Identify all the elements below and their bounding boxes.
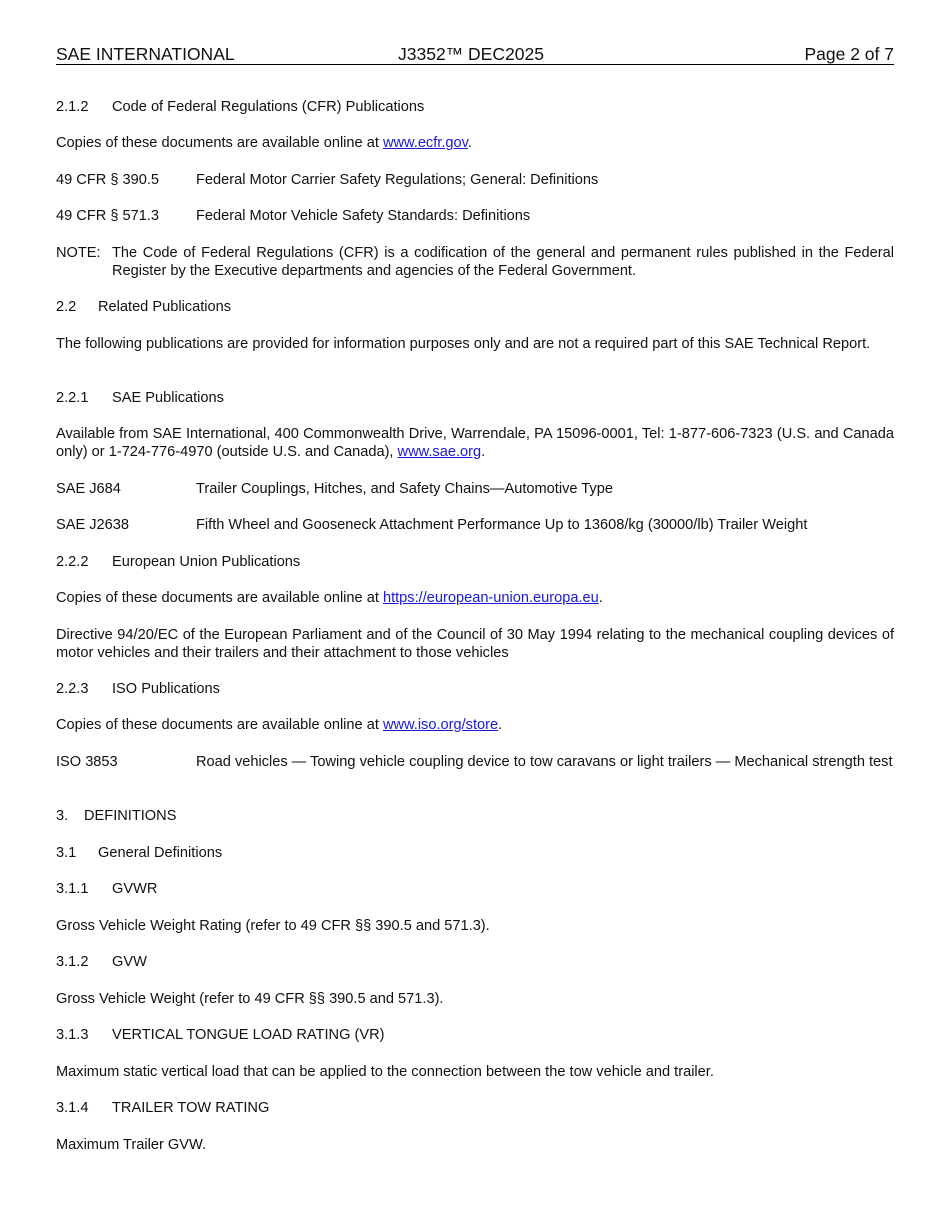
header-page-number: Page 2 of 7 xyxy=(804,44,894,64)
reference-title: Fifth Wheel and Gooseneck Attachment Performance Up to 13608/kg (30000/lb) Trailer Weight xyxy=(196,517,808,533)
header-org: SAE INTERNATIONAL xyxy=(56,44,235,64)
reference-id: SAE J684 xyxy=(56,481,121,497)
note-label: NOTE: xyxy=(56,245,101,261)
definition-heading xyxy=(56,953,894,971)
section-number: 3.1.2 xyxy=(56,954,89,970)
definition-heading xyxy=(56,1099,894,1117)
section-number: 2.2 xyxy=(56,299,77,315)
reference-id: SAE J2638 xyxy=(56,517,130,533)
section-number: 2.1.2 xyxy=(56,99,89,115)
section-heading-2-2-3 xyxy=(56,680,894,698)
header-doc-id: J3352™ DEC2025 xyxy=(398,44,544,64)
definition-text: Maximum Trailer GVW. xyxy=(56,1137,207,1153)
definition-text: Maximum static vertical load that can be applied to the connection between the tow vehicle and trailer. xyxy=(56,1064,714,1080)
reference-entry xyxy=(56,516,894,534)
section-title: Related Publications xyxy=(98,299,232,315)
section-heading-3-1 xyxy=(56,844,894,862)
section-number: 2.2.2 xyxy=(56,554,89,570)
reference-id: ISO 3853 xyxy=(56,754,118,770)
availability-paragraph: Copies of these documents are available online at www.iso.org/store. xyxy=(56,717,503,733)
availability-paragraph: Available from SAE International, 400 Commonwealth Drive, Warrendale, PA 15096-0001, Tel: 1-877-606-7323 (U.S. and Canada only) or 1-724-776-4970 (outside U.S. and Canada), www.sae.org. xyxy=(56,426,894,460)
section-number: 3.1 xyxy=(56,845,77,861)
definition-heading xyxy=(56,1026,894,1044)
section-heading-2-2-1 xyxy=(56,389,894,407)
section-heading-2-2-2 xyxy=(56,553,894,571)
section-title: DEFINITIONS xyxy=(84,808,177,824)
section-number: 2.2.3 xyxy=(56,681,89,697)
section-heading-2-1-2 xyxy=(56,98,894,116)
reference-title: Federal Motor Vehicle Safety Standards: Definitions xyxy=(196,208,531,224)
iso-link[interactable]: www.iso.org/store xyxy=(382,717,499,733)
reference-id: 49 CFR § 390.5 xyxy=(56,172,160,188)
ecfr-link[interactable]: www.ecfr.gov xyxy=(382,135,468,151)
directive-paragraph: Directive 94/20/EC of the European Parliament and of the Council of 30 May 1994 relating to the mechanical coupling devices of motor vehicles and their trailers and their attachment to those vehicles xyxy=(56,627,894,661)
availability-paragraph: Copies of these documents are available online at www.ecfr.gov. xyxy=(56,135,472,151)
section-number: 3.1.3 xyxy=(56,1027,89,1043)
reference-title: Road vehicles — Towing vehicle coupling device to tow caravans or light trailers — Mechanical strength test xyxy=(196,754,893,770)
reference-id: 49 CFR § 571.3 xyxy=(56,208,160,224)
reference-entry xyxy=(56,753,894,789)
sae-link[interactable]: www.sae.org xyxy=(397,444,482,460)
section-heading-3 xyxy=(56,807,894,825)
reference-title: Trailer Couplings, Hitches, and Safety Chains—Automotive Type xyxy=(196,481,613,497)
definition-term: GVWR xyxy=(112,881,158,897)
section-title: Code of Federal Regulations (CFR) Publications xyxy=(112,99,425,115)
section-heading-2-2 xyxy=(56,298,894,316)
definition-term: GVW xyxy=(112,954,147,970)
section-title: General Definitions xyxy=(98,845,223,861)
paragraph: The following publications are provided for information purposes only and are not a required part of this SAE Technical Report. xyxy=(56,336,871,352)
definition-term: TRAILER TOW RATING xyxy=(112,1100,270,1116)
reference-entry xyxy=(56,207,894,225)
section-title: European Union Publications xyxy=(112,554,301,570)
availability-paragraph: Copies of these documents are available online at https://european-union.europa.eu. xyxy=(56,590,603,606)
reference-entry xyxy=(56,480,894,498)
definition-text: Gross Vehicle Weight (refer to 49 CFR §§ 390.5 and 571.3). xyxy=(56,991,444,1007)
section-number: 3.1.1 xyxy=(56,881,89,897)
section-number: 2.2.1 xyxy=(56,390,89,406)
definition-text: Gross Vehicle Weight Rating (refer to 49 CFR §§ 390.5 and 571.3). xyxy=(56,918,490,934)
section-title: ISO Publications xyxy=(112,681,220,697)
section-title: SAE Publications xyxy=(112,390,224,406)
page-header xyxy=(56,44,894,65)
section-number: 3.1.4 xyxy=(56,1100,89,1116)
section-number: 3. xyxy=(56,808,69,824)
note-block xyxy=(56,244,894,280)
definition-term: VERTICAL TONGUE LOAD RATING (VR) xyxy=(112,1027,385,1043)
note-text: The Code of Federal Regulations (CFR) is a codification of the general and permanent rules published in the Federal Register by the Executive departments and agencies of the Federal Government. xyxy=(112,245,894,279)
reference-entry xyxy=(56,171,894,189)
europa-link[interactable]: https://european-union.europa.eu xyxy=(382,590,599,606)
definition-heading xyxy=(56,880,894,898)
reference-title: Federal Motor Carrier Safety Regulations; General: Definitions xyxy=(196,172,599,188)
